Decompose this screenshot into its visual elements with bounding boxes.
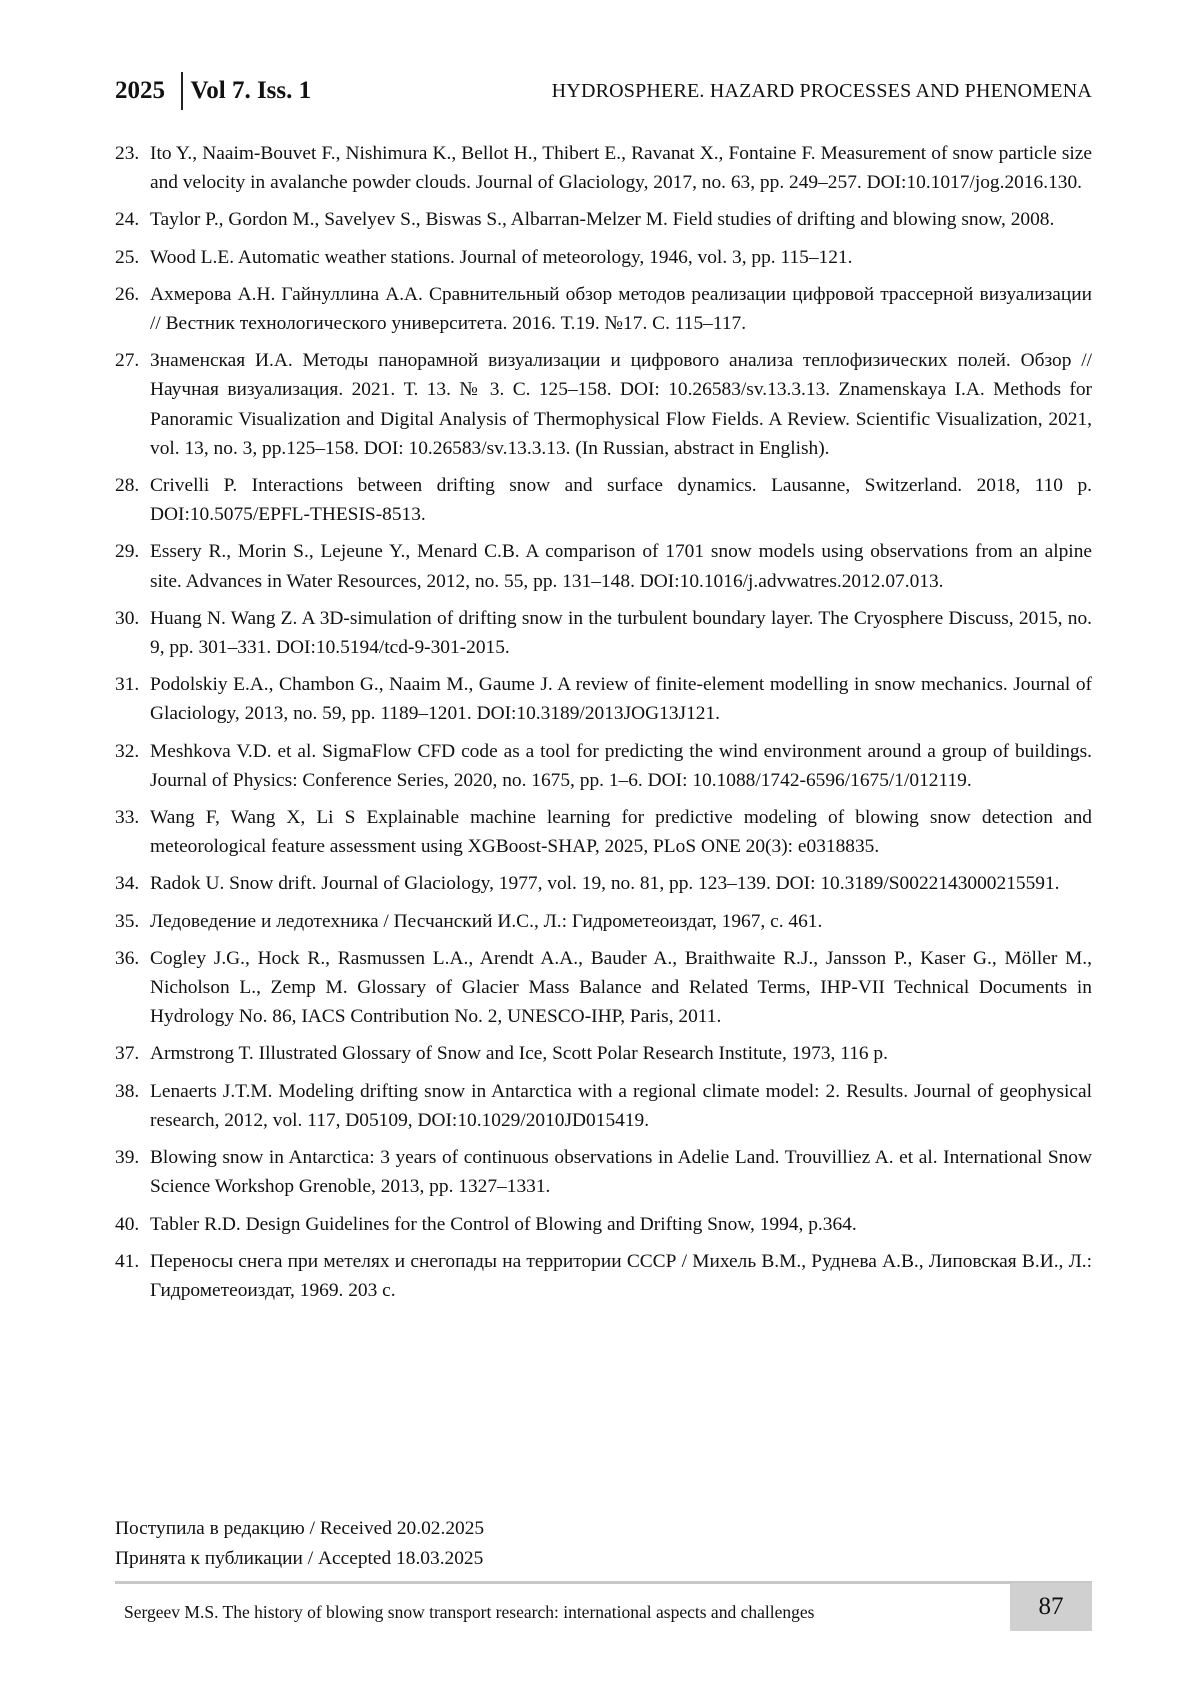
reference-text: Tabler R.D. Design Guidelines for the Control of Blowing and Drifting Snow, 1994, p.364. (150, 1213, 857, 1235)
reference-item (115, 139, 1092, 197)
reference-number: 41. (115, 1250, 140, 1272)
reference-text: Taylor P., Gordon M., Savelyev S., Biswas S., Albarran-Melzer M. Field studies of drifting and blowing snow, 2008. (150, 209, 1055, 231)
page-number-label: 87 (1038, 1593, 1064, 1620)
reference-item (115, 604, 1092, 662)
reference-number: 27. (115, 350, 140, 372)
reference-item (115, 670, 1092, 728)
reference-number: 39. (115, 1147, 140, 1169)
reference-item (115, 280, 1092, 338)
journal-title: HYDROSPHERE. HAZARD PROCESSES AND PHENOMENA (551, 79, 1092, 102)
reference-number: 38. (115, 1080, 140, 1102)
reference-text: Lenaerts J.T.M. Modeling drifting snow in Antarctica with a regional climate model: 2. Results. Journal of geophysical research, 2012, vol. 117, D05109, DOI:10.1029/2010JD015419. (150, 1080, 1092, 1131)
page-number (1010, 1583, 1092, 1631)
reference-item (115, 1143, 1092, 1201)
reference-number: 24. (115, 209, 140, 231)
reference-text: Знаменская И.А. Методы панорамной визуализации и цифрового анализа теплофизических полей. Обзор // Научная визуализация. 2021. Т. 13. № 3. С. 125–158. DOI: 10.26583/sv.13.3.13. Znamenskaya I.A. Methods for Panoramic Visualization and Digital Analysis of Thermophysical Flow Fields. A Review. Scientific Visualization, 2021, vol. 13, no. 3, pp.125–158. DOI: 10.26583/sv.13.3.13. (In Russian, abstract in English). (150, 350, 1092, 459)
submission-dates (115, 1514, 484, 1573)
reference-item (115, 803, 1092, 861)
reference-number: 28. (115, 475, 140, 497)
reference-text: Wang F, Wang X, Li S Explainable machine learning for predictive modeling of blowing snow detection and meteorological feature assessment using XGBoost-SHAP, 2025, PLoS ONE 20(3): e0318835. (150, 807, 1092, 858)
reference-item (115, 205, 1092, 234)
reference-number: 25. (115, 246, 140, 268)
reference-item (115, 1077, 1092, 1135)
reference-item (115, 537, 1092, 595)
reference-text: Armstrong T. Illustrated Glossary of Snow and Ice, Scott Polar Research Institute, 1973, 116 p. (150, 1043, 888, 1065)
reference-number: 33. (115, 807, 140, 829)
reference-text: Crivelli P. Interactions between drifting snow and surface dynamics. Lausanne, Switzerland. 2018, 110 p. DOI:10.5075/EPFL-THESIS-8513. (150, 475, 1092, 526)
reference-number: 34. (115, 873, 140, 895)
reference-text: Radok U. Snow drift. Journal of Glaciology, 1977, vol. 19, no. 81, pp. 123–139. DOI: 10.3189/S0022143000215591. (150, 873, 1060, 895)
reference-text: Ахмерова А.Н. Гайнуллина А.А. Сравнительный обзор методов реализации цифровой трассерной визуализации // Вестник технологического университета. 2016. Т.19. №17. С. 115–117. (150, 283, 1092, 335)
reference-item (115, 1247, 1092, 1305)
running-title: Sergeev M.S. The history of blowing snow transport research: international aspects and challenges (124, 1602, 815, 1622)
reference-number: 23. (115, 143, 140, 164)
reference-text: Переносы снега при метелях и снегопады на территории СССР / Михель В.М., Руднева А.В., Липовская В.И., Л.: Гидрометеоиздат, 1969. 203 с. (150, 1250, 1092, 1301)
reference-item (115, 1210, 1092, 1239)
reference-number: 40. (115, 1213, 140, 1235)
footer-divider (115, 1581, 1092, 1584)
reference-number: 32. (115, 740, 140, 762)
reference-item (115, 346, 1092, 463)
reference-number: 36. (115, 947, 140, 969)
reference-item (115, 243, 1092, 272)
reference-text: Cogley J.G., Hock R., Rasmussen L.A., Arendt A.A., Bauder A., Braithwaite R.J., Jansson P., Kaser G., Möller M., Nicholson L., Zemp M. Glossary of Glacier Mass Balance and Related Terms, IHP-VII Technical Documents in Hydrology No. 86, IACS Contribution No. 2, UNESCO-IHP, Paris, 2011. (150, 947, 1092, 1028)
reference-number: 35. (115, 910, 140, 932)
issue-volume: Vol 7. Iss. 1 (190, 77, 312, 104)
reference-item (115, 471, 1092, 529)
reference-text: Meshkova V.D. et al. SigmaFlow CFD code as a tool for predicting the wind environment around a group of buildings. Journal of Physics: Conference Series, 2020, no. 1675, pp. 1–6. DOI: 10.1088/1742-6596/1675/1/012119. (150, 740, 1092, 791)
received-date: Поступила в редакцию / Received 20.02.2025 (115, 1518, 485, 1539)
accepted-date: Принята к публикации / Accepted 18.03.2025 (115, 1547, 484, 1569)
reference-item (115, 944, 1092, 1032)
issue-year: 2025 (115, 77, 165, 104)
reference-number: 26. (115, 283, 140, 305)
reference-item (115, 869, 1092, 898)
reference-text: Podolskiy E.A., Chambon G., Naaim M., Gaume J. A review of finite-element modelling in snow mechanics. Journal of Glaciology, 2013, no. 59, pp. 1189–1201. DOI:10.3189/2013JOG13J121. (150, 674, 1092, 725)
reference-text: Ледоведение и ледотехника / Песчанский И.С., Л.: Гидрометеоиздат, 1967, с. 461. (150, 910, 823, 932)
reference-text: Ito Y., Naaim-Bouvet F., Nishimura K., Bellot H., Thibert E., Ravanat X., Fontaine F. Measurement of snow particle size and velocity in avalanche powder clouds. Journal of Glaciology, 2017, no. 63, pp. 249–257. DOI:10.1017/jog.2016.130. (150, 143, 1092, 194)
reference-number: 30. (115, 607, 140, 629)
reference-text: Huang N. Wang Z. A 3D-simulation of drifting snow in the turbulent boundary layer. The Cryosphere Discuss, 2015, no. 9, pp. 301–331. DOI:10.5194/tcd-9-301-2015. (150, 607, 1092, 659)
reference-text: Wood L.E. Automatic weather stations. Journal of meteorology, 1946, vol. 3, pp. 115–121. (150, 246, 853, 268)
reference-number: 31. (115, 674, 140, 696)
reference-text: Blowing snow in Antarctica: 3 years of continuous observations in Adelie Land. Trouvilliez A. et al. International Snow Science Workshop Grenoble, 2013, pp. 1327–1331. (150, 1147, 1092, 1198)
reference-number: 29. (115, 541, 140, 563)
reference-item (115, 1039, 1092, 1068)
page-header (115, 72, 1092, 110)
reference-text: Essery R., Morin S., Lejeune Y., Menard C.B. A comparison of 1701 snow models using observations from an alpine site. Advances in Water Resources, 2012, no. 55, pp. 131–148. DOI:10.1016/j.advwatres.2012.07.013. (150, 541, 1092, 592)
reference-list (115, 139, 1092, 1313)
reference-item (115, 737, 1092, 795)
reference-number: 37. (115, 1043, 140, 1065)
reference-item (115, 907, 1092, 936)
